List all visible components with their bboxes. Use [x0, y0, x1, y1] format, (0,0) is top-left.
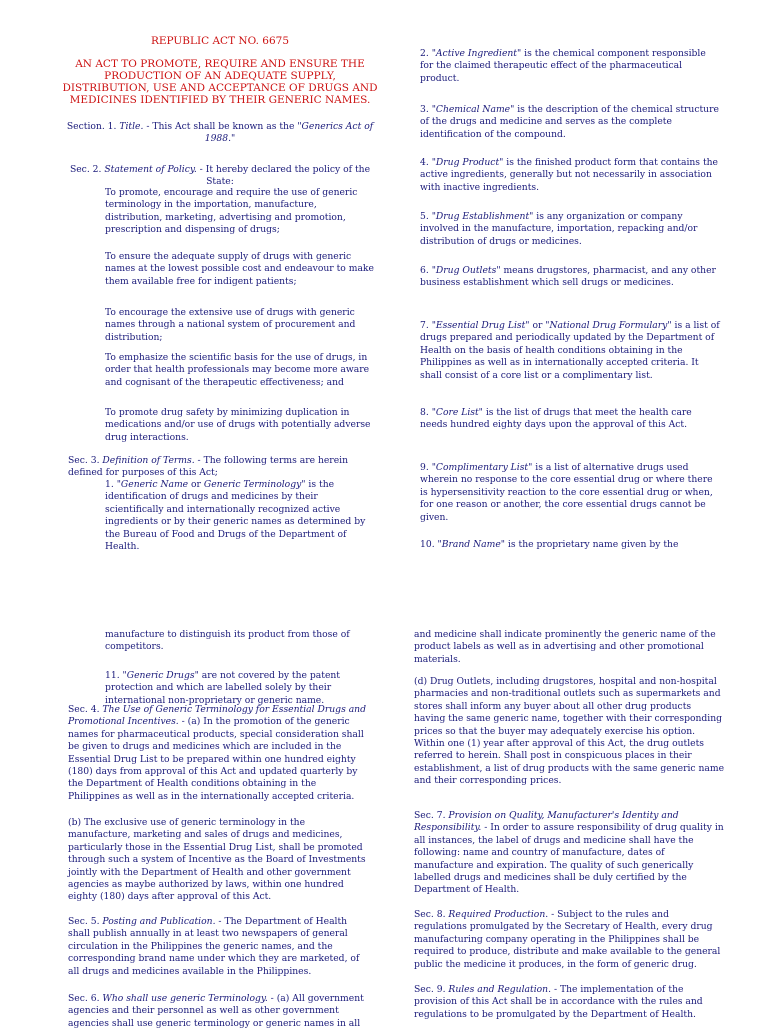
- page2-left-column: [68, 620, 388, 1029]
- definition-9: 9. "Complimentary List" is a list of alternative drugs used wherein no response to the core essential drug or where there is hypersensitivity reaction to the core essential drug or when, for one reason or another, the core essential drugs cannot be given.: [420, 462, 713, 523]
- policy-paragraph-5: To promote drug safety by minimizing duplication in medications and/or use of drugs with potentially adverse drug interactions.: [105, 407, 371, 443]
- definition-2: 2. "Active Ingredient" is the chemical component responsible for the claimed therapeutic effect of the pharmaceutical product.: [420, 48, 706, 84]
- section-7: Sec. 7. Provision on Quality, Manufacturer's Identity and Responsibility. - In order to assure responsibility of drug quality in all instances, the label of drugs and medicine shall have the following: name and country of manufacture, dates of manufacture and expiration. The quality of such generically labelled drugs and medicines shall be duly certified by the Department of Health.: [414, 810, 724, 896]
- document-page-2: [0, 620, 768, 1029]
- definition-6: 6. "Drug Outlets" means drugstores, pharmacist, and any other business establishment which sell drugs or medicines.: [420, 265, 716, 289]
- policy-paragraph-4: To emphasize the scientific basis for the use of drugs, in order that health professionals may become more aware and cognisant of the therapeutic effectiveness; and: [105, 352, 370, 388]
- policy-paragraph-3: To encourage the extensive use of drugs with generic names through a national system of procurement and distribution;: [105, 307, 356, 343]
- section-2-heading: Sec. 2. Statement of Policy. - It hereby declared the policy of the State:: [69, 164, 371, 188]
- definition-11: 11. "Generic Drugs" are not covered by the patent protection and which are labelled solely by their international non-proprietary or generic name.: [105, 670, 340, 706]
- definition-1: 1. "Generic Name or Generic Terminology" is the identification of drugs and medicines by their scientifically and internationally recognized active ingredients or by their generic names as determined by the Bureau of Food and Drugs of the Department of Health.: [105, 479, 366, 553]
- page1-left-column: [60, 0, 380, 600]
- definition-10: 10. "Brand Name" is the proprietary name given by the: [420, 539, 679, 550]
- section-3-heading: Sec. 3. Definition of Terms. - The following terms are herein defined for purposes of this Act;: [68, 455, 348, 479]
- section-1: Section. 1. Title. - This Act shall be known as the "Generics Act of 1988.": [66, 121, 374, 145]
- act-number: REPUBLIC ACT NO. 6675: [150, 35, 290, 47]
- section-4b: (b) The exclusive use of generic terminology in the manufacture, marketing and sales of drugs and medicines, particularly those in the Essential Drug List, shall be promoted through such a system of Incentive as the Board of Investments jointly with the Department of Health and other government agencies as maybe authorized by laws, within one hundred eighty (180) days after approval of this Act.: [68, 817, 366, 903]
- definition-8: 8. "Core List" is the list of drugs that meet the health care needs hundred eighty days upon the approval of this Act.: [420, 407, 692, 431]
- section-9: Sec. 9. Rules and Regulation. - The implementation of the provision of this Act shall be in accordance with the rules and regulations to be promulgated by the Department of Health.: [414, 984, 703, 1020]
- section-8: Sec. 8. Required Production. - Subject to the rules and regulations promulgated by the Secretary of Health, every drug manufacturing company operating in the Philippines shall be required to produce, distribute and make available to the general public the medicine it produces, in the form of generic drug.: [414, 909, 721, 970]
- definition-3: 3. "Chemical Name" is the description of the chemical structure of the drugs and medicine and serves as the complete identification of the compound.: [420, 104, 719, 140]
- page1-right-column: [420, 0, 720, 600]
- policy-paragraph-1: To promote, encourage and require the use of generic terminology in the importation, manufacture, distribution, marketing, advertising and promotion, prescription and dispensing of drugs;: [105, 187, 358, 236]
- section-6d: (d) Drug Outlets, including drugstores, hospital and non-hospital pharmacies and non-traditional outlets such as supermarkets and stores shall inform any buyer about all other drug products having the same generic name, together with their corresponding prices so that the buyer may adequately exercise his option. Within one (1) year after approval of this Act, the drug outlets referred to herein. Shall post in conspicuous places in their establishment, a list of drug products with the same generic name and their corresponding prices.: [414, 676, 725, 787]
- page2-right-column: [414, 620, 724, 1024]
- section-6a: Sec. 6. Who shall use generic Terminology. - (a) All government agencies and their personnel as well as other government agencies shall use generic terminology or generic names in all: [68, 993, 364, 1029]
- definition-10-continued: manufacture to distinguish its product from those of competitors.: [105, 629, 350, 653]
- section-5: Sec. 5. Posting and Publication. - The Department of Health shall publish annually in at least two newspapers of general circulation in the Philippines the generic names, and the corresponding brand name under which they are marketed, of all drugs and medicines available in the Philippines.: [68, 916, 360, 977]
- policy-paragraph-2: To ensure the adequate supply of drugs with generic names at the lowest possible cost and endeavour to make them available free for indigent patients;: [105, 251, 374, 287]
- section-6c-continued: and medicine shall indicate prominently the generic name of the product labels as well as in advertising and other promotional materials.: [414, 629, 716, 665]
- definition-4: 4. "Drug Product" is the finished product form that contains the active ingredients, generally but not necessarily in association with inactive ingredients.: [420, 157, 718, 193]
- act-title: AN ACT TO PROMOTE, REQUIRE AND ENSURE THE PRODUCTION OF AN ADEQUATE SUPPLY, DISTRIBUTION, USE AND ACCEPTANCE OF DRUGS AND MEDICINES IDENTIFIED BY THEIR GENERIC NAMES.: [62, 58, 378, 106]
- definition-5: 5. "Drug Establishment" is any organization or company involved in the manufacture, importation, repacking and/or distribution of drugs or medicines.: [420, 211, 698, 247]
- section-4a: Sec. 4. The Use of Generic Terminology for Essential Drugs and Promotional Incentives. - (a) In the promotion of the generic names for pharmaceutical products, special consideration shall be given to drugs and medicines which are included in the Essential Drug List to be prepared within one hundred eighty (180) days from approval of this Act and updated quarterly by the Department of Health conditions obtaining in the Philippines as well as in the internationally accepted criteria.: [68, 704, 366, 802]
- definition-7: 7. "Essential Drug List" or "National Drug Formulary" is a list of drugs prepared and periodically updated by the Department of Health on the basis of health conditions obtaining in the Philippines as well as in internationally accepted criteria. It shall consist of a core list or a complimentary list.: [420, 320, 720, 381]
